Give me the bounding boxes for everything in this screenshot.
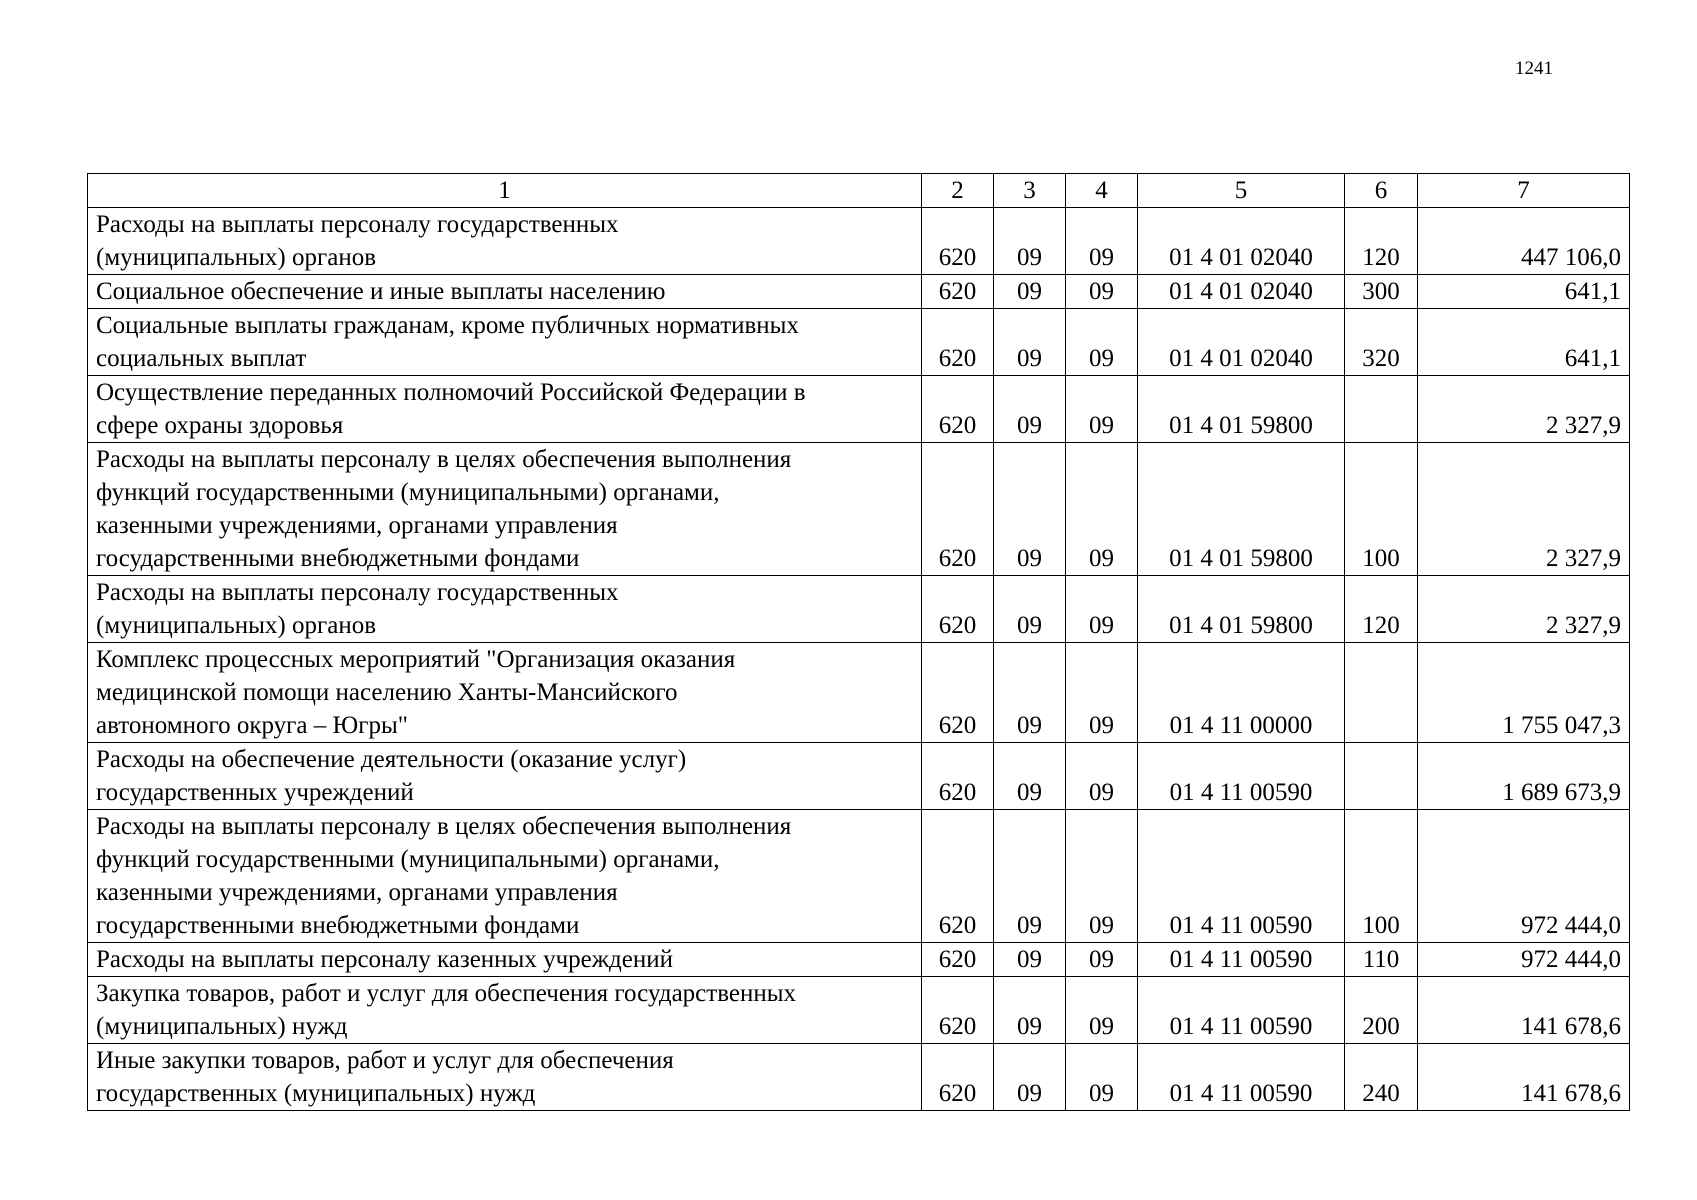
column-header: 6 <box>1345 174 1418 208</box>
cell-col-6: 110 <box>1345 943 1418 977</box>
table-row <box>88 275 1630 309</box>
table-row <box>88 443 1630 576</box>
cell-col-4: 09 <box>1066 275 1138 309</box>
cell-col-5: 01 4 01 02040 <box>1138 275 1345 309</box>
table-row <box>88 943 1630 977</box>
cell-col-4: 09 <box>1066 810 1138 943</box>
cell-col-3: 09 <box>994 743 1066 810</box>
cell-col-2: 620 <box>922 208 994 275</box>
row-name: Расходы на выплаты персоналу в целях обеспечения выполнения функций государственными (муниципальными) органами, казенными учреждениями, органами управления государственными внебюджетными фондами <box>88 810 922 943</box>
cell-col-7: 641,1 <box>1418 309 1630 376</box>
cell-col-7: 2 327,9 <box>1418 376 1630 443</box>
cell-col-5: 01 4 11 00590 <box>1138 743 1345 810</box>
cell-col-6: 120 <box>1345 208 1418 275</box>
cell-col-7: 447 106,0 <box>1418 208 1630 275</box>
cell-col-7: 1 689 673,9 <box>1418 743 1630 810</box>
cell-col-4: 09 <box>1066 977 1138 1044</box>
cell-col-7: 972 444,0 <box>1418 810 1630 943</box>
table-row <box>88 376 1630 443</box>
row-name: Расходы на выплаты персоналу в целях обеспечения выполнения функций государственными (муниципальными) органами, казенными учреждениями, органами управления государственными внебюджетными фондами <box>88 443 922 576</box>
row-name: Расходы на выплаты персоналу государственных (муниципальных) органов <box>88 576 922 643</box>
cell-col-5: 01 4 01 59800 <box>1138 576 1345 643</box>
cell-col-4: 09 <box>1066 443 1138 576</box>
cell-col-2: 620 <box>922 977 994 1044</box>
row-name: Закупка товаров, работ и услуг для обеспечения государственных (муниципальных) нужд <box>88 977 922 1044</box>
row-name: Расходы на выплаты персоналу государственных (муниципальных) органов <box>88 208 922 275</box>
cell-col-3: 09 <box>994 376 1066 443</box>
cell-col-6: 100 <box>1345 443 1418 576</box>
column-header: 2 <box>922 174 994 208</box>
cell-col-5: 01 4 01 02040 <box>1138 208 1345 275</box>
cell-col-6: 200 <box>1345 977 1418 1044</box>
cell-col-6: 120 <box>1345 576 1418 643</box>
page-number: 1241 <box>1515 58 1553 79</box>
cell-col-3: 09 <box>994 443 1066 576</box>
cell-col-5: 01 4 11 00000 <box>1138 643 1345 743</box>
table-row <box>88 208 1630 275</box>
cell-col-4: 09 <box>1066 576 1138 643</box>
cell-col-5: 01 4 01 02040 <box>1138 309 1345 376</box>
cell-col-7: 141 678,6 <box>1418 977 1630 1044</box>
cell-col-3: 09 <box>994 309 1066 376</box>
cell-col-5: 01 4 11 00590 <box>1138 1044 1345 1111</box>
cell-col-6: 100 <box>1345 810 1418 943</box>
cell-col-7: 2 327,9 <box>1418 576 1630 643</box>
cell-col-2: 620 <box>922 743 994 810</box>
cell-col-7: 972 444,0 <box>1418 943 1630 977</box>
cell-col-3: 09 <box>994 576 1066 643</box>
cell-col-6 <box>1345 643 1418 743</box>
cell-col-6 <box>1345 376 1418 443</box>
row-name: Социальные выплаты гражданам, кроме публичных нормативных социальных выплат <box>88 309 922 376</box>
cell-col-5: 01 4 01 59800 <box>1138 443 1345 576</box>
cell-col-7: 141 678,6 <box>1418 1044 1630 1111</box>
cell-col-2: 620 <box>922 443 994 576</box>
cell-col-5: 01 4 11 00590 <box>1138 977 1345 1044</box>
cell-col-5: 01 4 11 00590 <box>1138 943 1345 977</box>
row-name: Социальное обеспечение и иные выплаты населению <box>88 275 922 309</box>
cell-col-4: 09 <box>1066 643 1138 743</box>
cell-col-5: 01 4 01 59800 <box>1138 376 1345 443</box>
budget-table <box>87 173 1630 1111</box>
table-row <box>88 977 1630 1044</box>
cell-col-2: 620 <box>922 810 994 943</box>
cell-col-3: 09 <box>994 1044 1066 1111</box>
cell-col-3: 09 <box>994 810 1066 943</box>
row-name: Расходы на выплаты персоналу казенных учреждений <box>88 943 922 977</box>
cell-col-4: 09 <box>1066 309 1138 376</box>
column-header: 5 <box>1138 174 1345 208</box>
table-row <box>88 576 1630 643</box>
cell-col-2: 620 <box>922 376 994 443</box>
cell-col-3: 09 <box>994 275 1066 309</box>
column-header: 3 <box>994 174 1066 208</box>
cell-col-5: 01 4 11 00590 <box>1138 810 1345 943</box>
cell-col-3: 09 <box>994 943 1066 977</box>
table-row <box>88 810 1630 943</box>
cell-col-2: 620 <box>922 1044 994 1111</box>
column-header: 4 <box>1066 174 1138 208</box>
row-name: Комплекс процессных мероприятий "Организация оказания медицинской помощи населению Ханты-Мансийского автономного округа – Югры" <box>88 643 922 743</box>
header-row <box>88 174 1630 208</box>
cell-col-4: 09 <box>1066 943 1138 977</box>
cell-col-2: 620 <box>922 943 994 977</box>
cell-col-4: 09 <box>1066 208 1138 275</box>
table-row <box>88 1044 1630 1111</box>
cell-col-2: 620 <box>922 643 994 743</box>
cell-col-2: 620 <box>922 275 994 309</box>
cell-col-6: 320 <box>1345 309 1418 376</box>
column-header: 7 <box>1418 174 1630 208</box>
column-header: 1 <box>88 174 922 208</box>
cell-col-6: 300 <box>1345 275 1418 309</box>
cell-col-7: 1 755 047,3 <box>1418 643 1630 743</box>
row-name: Осуществление переданных полномочий Российской Федерации в сфере охраны здоровья <box>88 376 922 443</box>
row-name: Расходы на обеспечение деятельности (оказание услуг) государственных учреждений <box>88 743 922 810</box>
cell-col-3: 09 <box>994 643 1066 743</box>
table-row <box>88 309 1630 376</box>
cell-col-7: 641,1 <box>1418 275 1630 309</box>
cell-col-2: 620 <box>922 576 994 643</box>
cell-col-2: 620 <box>922 309 994 376</box>
cell-col-3: 09 <box>994 977 1066 1044</box>
cell-col-4: 09 <box>1066 743 1138 810</box>
table-row <box>88 643 1630 743</box>
cell-col-7: 2 327,9 <box>1418 443 1630 576</box>
cell-col-3: 09 <box>994 208 1066 275</box>
cell-col-6: 240 <box>1345 1044 1418 1111</box>
row-name: Иные закупки товаров, работ и услуг для обеспечения государственных (муниципальных) нужд <box>88 1044 922 1111</box>
table-row <box>88 743 1630 810</box>
cell-col-6 <box>1345 743 1418 810</box>
cell-col-4: 09 <box>1066 1044 1138 1111</box>
cell-col-4: 09 <box>1066 376 1138 443</box>
